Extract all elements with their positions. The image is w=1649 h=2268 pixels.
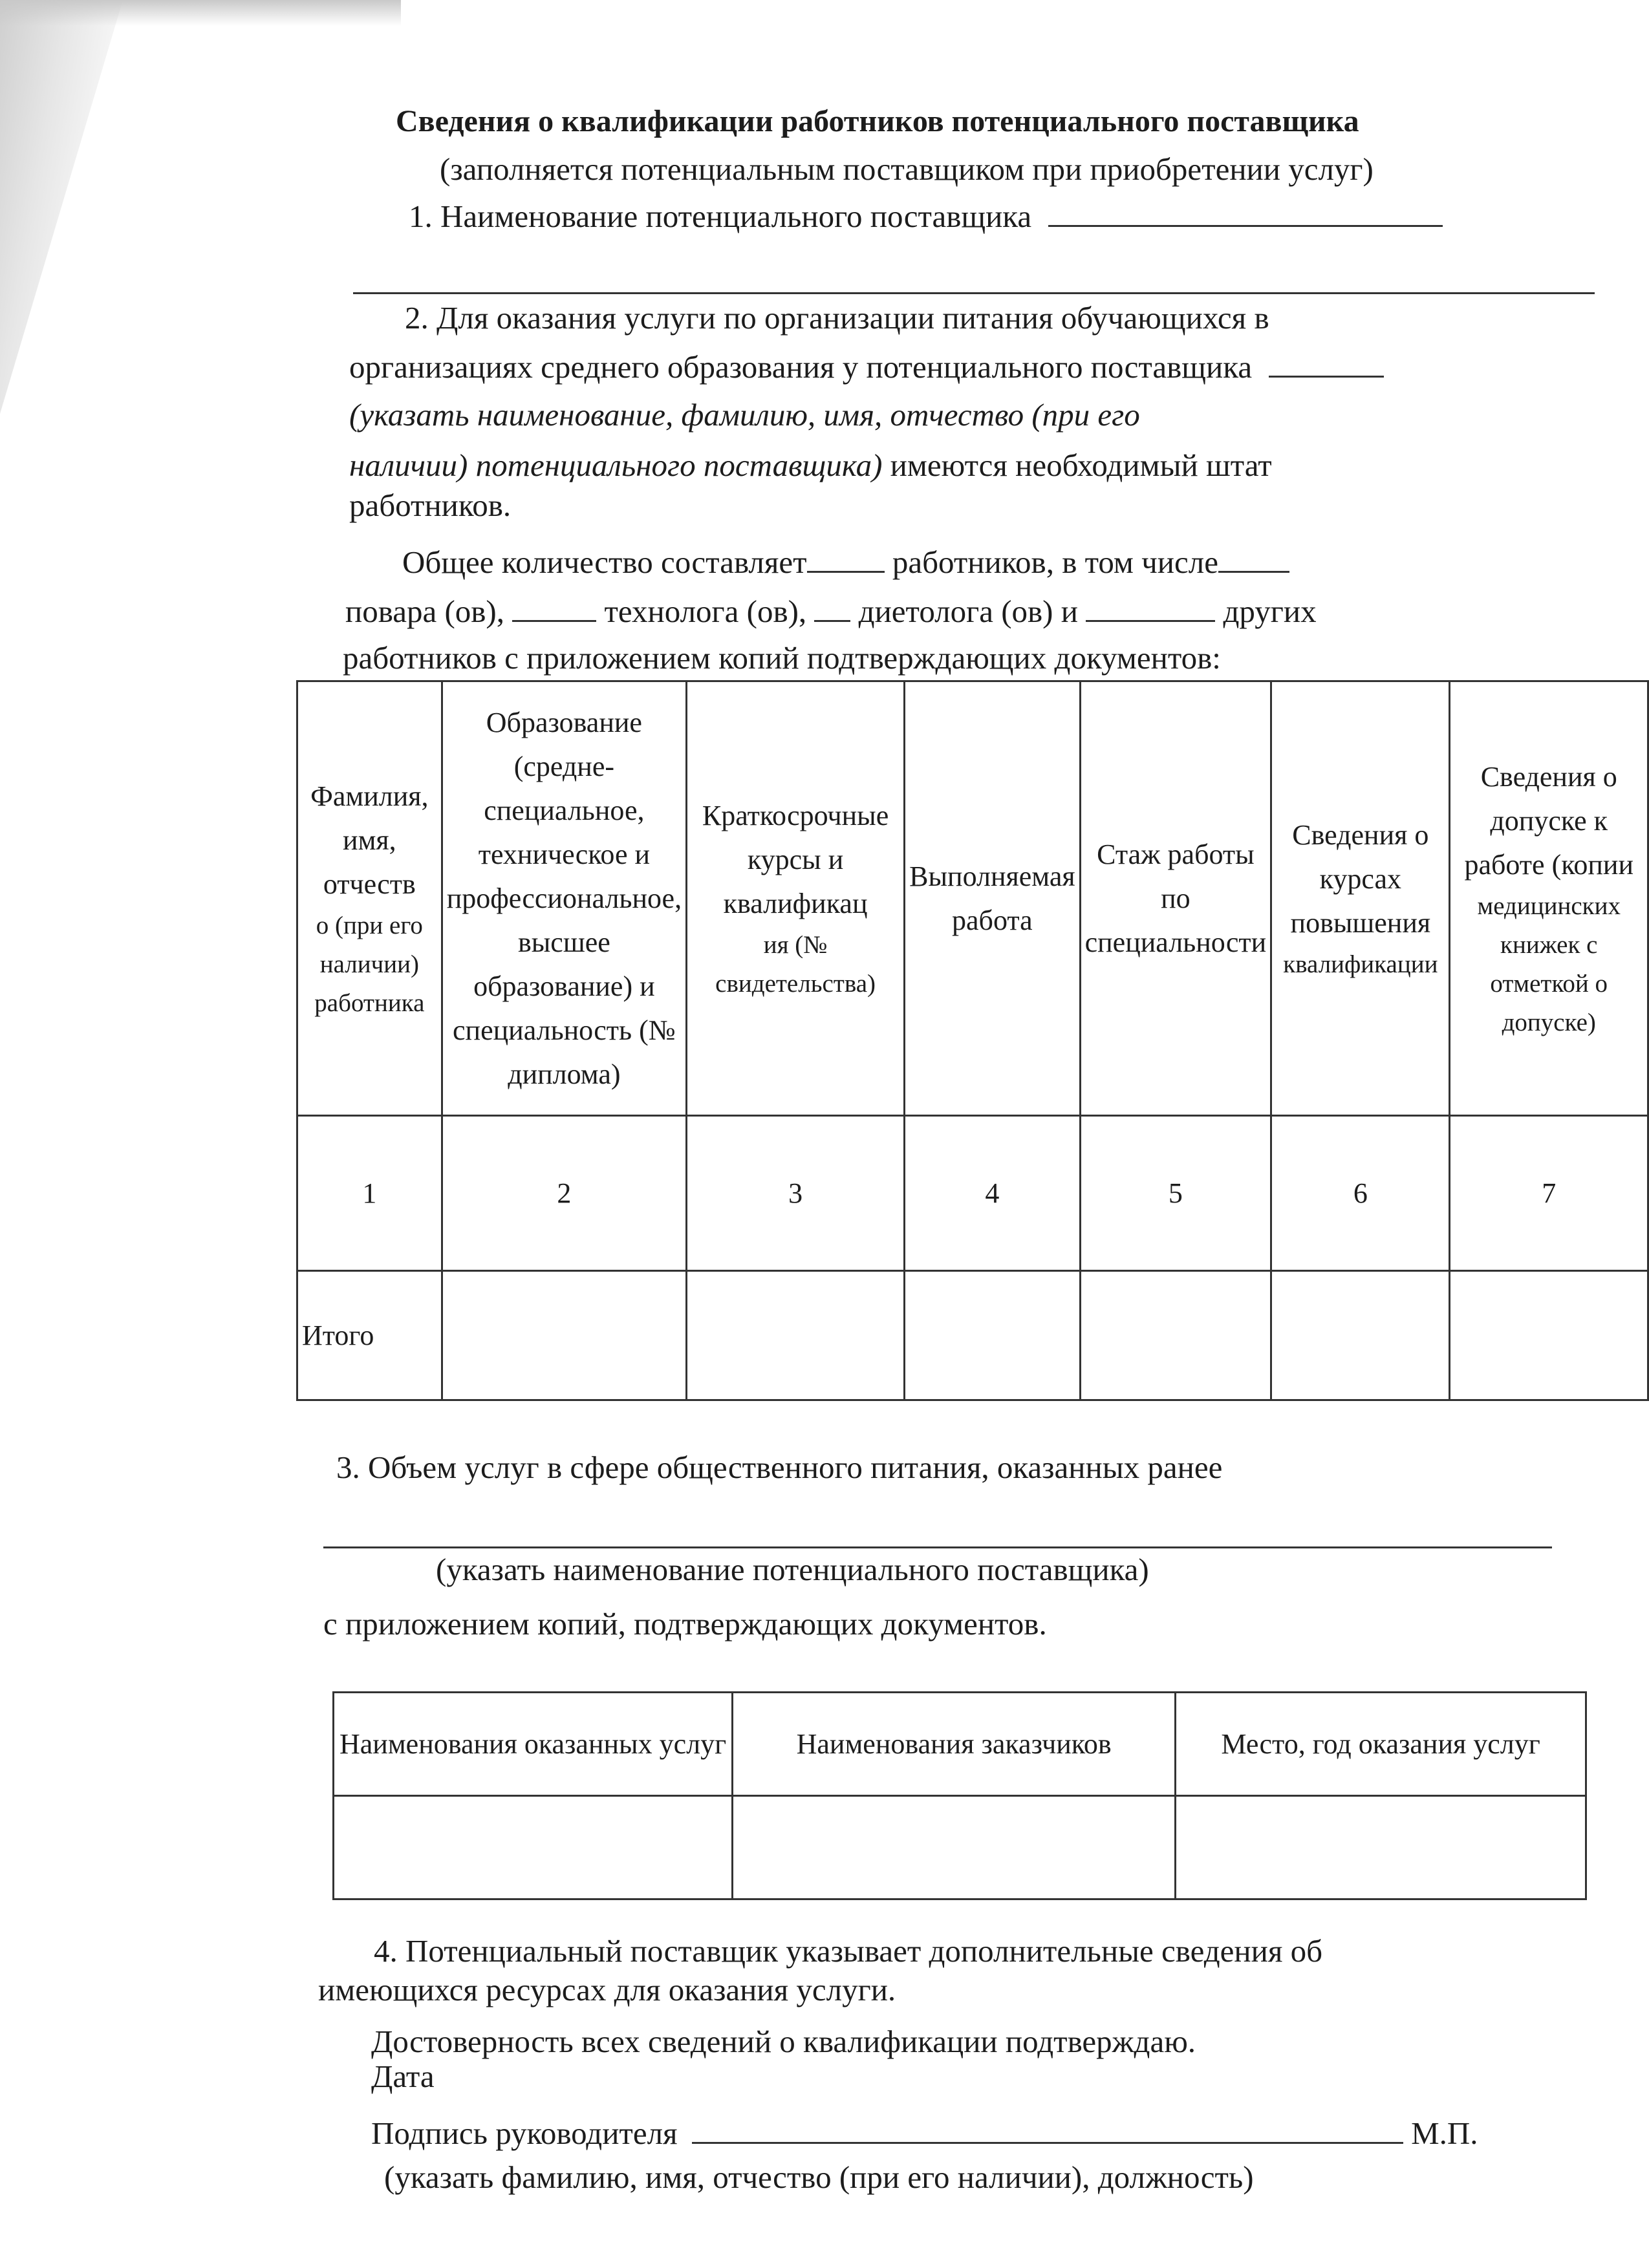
section3-hint: (указать наименование потенциального поставщика) bbox=[436, 1552, 1149, 1587]
staff-count-text-a: Общее количество составляет bbox=[402, 544, 807, 580]
staff-count-text-f: других bbox=[1223, 594, 1317, 629]
total-cell[interactable] bbox=[442, 1271, 686, 1400]
supplier-field-short[interactable] bbox=[1269, 348, 1384, 378]
dieticians-count-field[interactable] bbox=[814, 593, 850, 622]
header-cell-subtext: квалификации bbox=[1283, 950, 1438, 978]
column-number: 5 bbox=[1080, 1116, 1271, 1271]
header-cell-text: Стаж работы по специальности bbox=[1084, 838, 1267, 958]
header-cell-subtext: медицинских книжек с отметкой о допуске) bbox=[1477, 892, 1621, 1036]
header-cell-text: Сведения о допуске к работе (копии bbox=[1464, 760, 1633, 881]
supplier-name-field[interactable] bbox=[1048, 198, 1443, 227]
staff-table bbox=[296, 680, 1649, 1401]
supplier-name-field-continuation[interactable] bbox=[353, 292, 1595, 294]
total-cell[interactable] bbox=[1080, 1271, 1271, 1400]
staff-table-number-row bbox=[297, 1116, 1648, 1271]
staff-table-header-cell bbox=[442, 681, 686, 1116]
staff-count-row1 bbox=[402, 543, 1289, 582]
page-subtitle: (заполняется потенциальным поставщиком при приобретении услуг) bbox=[440, 151, 1374, 187]
stamp-label: М.П. bbox=[1411, 2115, 1478, 2151]
date-label: Дата bbox=[371, 2059, 435, 2094]
staff-count-text-e: диетолога (ов) и bbox=[858, 594, 1078, 629]
section3-line2: с приложением копий, подтверждающих документов. bbox=[323, 1606, 1047, 1642]
section2-line3-rest: имеются необходимый штат bbox=[890, 447, 1272, 483]
services-cell[interactable] bbox=[733, 1796, 1176, 1899]
other-count-field[interactable] bbox=[1086, 593, 1215, 622]
signature-field[interactable] bbox=[692, 2115, 1403, 2144]
scan-shadow-left bbox=[0, 0, 123, 414]
staff-table-header-cell bbox=[1271, 681, 1450, 1116]
staff-table-header-cell bbox=[687, 681, 905, 1116]
total-cell[interactable] bbox=[687, 1271, 905, 1400]
section2-line3-row bbox=[349, 446, 1272, 485]
column-number: 7 bbox=[1450, 1116, 1648, 1271]
header-cell-subtext: ия (№ свидетельства) bbox=[715, 930, 876, 998]
column-number: 3 bbox=[687, 1116, 905, 1271]
total-cell[interactable] bbox=[1450, 1271, 1648, 1400]
total-count-field[interactable] bbox=[807, 544, 885, 573]
total-cell[interactable] bbox=[905, 1271, 1080, 1400]
services-table-row bbox=[334, 1796, 1586, 1899]
section2-line1: 2. Для оказания услуги по организации питания обучающихся в bbox=[405, 300, 1269, 336]
services-header-cell: Наименования оказанных услуг bbox=[334, 1693, 733, 1796]
header-cell-subtext: о (при его наличии) работника bbox=[314, 911, 425, 1017]
signature-label: Подпись руководителя bbox=[371, 2115, 678, 2151]
services-table bbox=[332, 1691, 1587, 1900]
services-header-cell: Наименования заказчиков bbox=[733, 1693, 1176, 1796]
section3-label: 3. Объем услуг в сфере общественного питания, оказанных ранее bbox=[336, 1450, 1223, 1485]
total-label: Итого bbox=[297, 1271, 442, 1400]
staff-count-row3: работников с приложением копий подтверждающих документов: bbox=[343, 640, 1221, 676]
column-number: 4 bbox=[905, 1116, 1080, 1271]
section1-row bbox=[409, 197, 1443, 236]
section2-line2: организациях среднего образования у потенциального поставщика bbox=[349, 349, 1253, 385]
staff-table-header-cell bbox=[1080, 681, 1271, 1116]
section2-hint-line2: наличии) потенциального поставщика) bbox=[349, 447, 883, 483]
page-title: Сведения о квалификации работников потенциального поставщика bbox=[396, 104, 1359, 138]
column-number: 1 bbox=[297, 1116, 442, 1271]
staff-table-header-cell bbox=[297, 681, 442, 1116]
total-cell[interactable] bbox=[1271, 1271, 1450, 1400]
column-number: 6 bbox=[1271, 1116, 1450, 1271]
column-number: 2 bbox=[442, 1116, 686, 1271]
signature-row bbox=[371, 2114, 1478, 2153]
services-cell[interactable] bbox=[334, 1796, 733, 1899]
section4-line2: имеющихся ресурсах для оказания услуги. bbox=[318, 1972, 896, 2007]
technologists-count-field[interactable] bbox=[512, 593, 596, 622]
header-cell-text: Сведения о курсах повышения bbox=[1290, 818, 1431, 939]
staff-count-row2 bbox=[345, 592, 1317, 631]
staff-table-header-cell bbox=[1450, 681, 1648, 1116]
services-supplier-field[interactable] bbox=[323, 1546, 1552, 1548]
section2-line2-row bbox=[349, 348, 1384, 387]
staff-count-text-c: повара (ов), bbox=[345, 594, 504, 629]
services-cell[interactable] bbox=[1176, 1796, 1586, 1899]
staff-table-header-cell bbox=[905, 681, 1080, 1116]
staff-table-total-row bbox=[297, 1271, 1648, 1400]
staff-table-header-row bbox=[297, 681, 1648, 1116]
header-cell-text: Фамилия, имя, отчеств bbox=[310, 780, 429, 900]
header-cell-text: Выполняемая работа bbox=[909, 860, 1075, 936]
confirmation-text: Достоверность всех сведений о квалификации подтверждаю. bbox=[371, 2024, 1196, 2059]
header-cell-text: Краткосрочные курсы и квалификац bbox=[702, 799, 889, 919]
cooks-count-field[interactable] bbox=[1218, 544, 1289, 573]
staff-count-text-d: технолога (ов), bbox=[604, 594, 807, 629]
section2-line4: работников. bbox=[349, 487, 512, 523]
staff-count-text-b: работников, в том числе bbox=[892, 544, 1218, 580]
section4-line1: 4. Потенциальный поставщик указывает дополнительные сведения об bbox=[374, 1933, 1323, 1969]
services-header-cell: Место, год оказания услуг bbox=[1176, 1693, 1586, 1796]
services-table-header-row bbox=[334, 1693, 1586, 1796]
section1-label: 1. Наименование потенциального поставщика bbox=[409, 198, 1032, 234]
header-cell-text: Образование (средне-специальное, техническое и профессиональное, высшее образование) и специальность (№ диплома) bbox=[446, 706, 682, 1090]
section2-hint-line1: (указать наименование, фамилию, имя, отчество (при его bbox=[349, 397, 1140, 433]
scan-shadow-top bbox=[0, 0, 401, 26]
signature-hint: (указать фамилию, имя, отчество (при его наличии), должность) bbox=[384, 2159, 1254, 2195]
